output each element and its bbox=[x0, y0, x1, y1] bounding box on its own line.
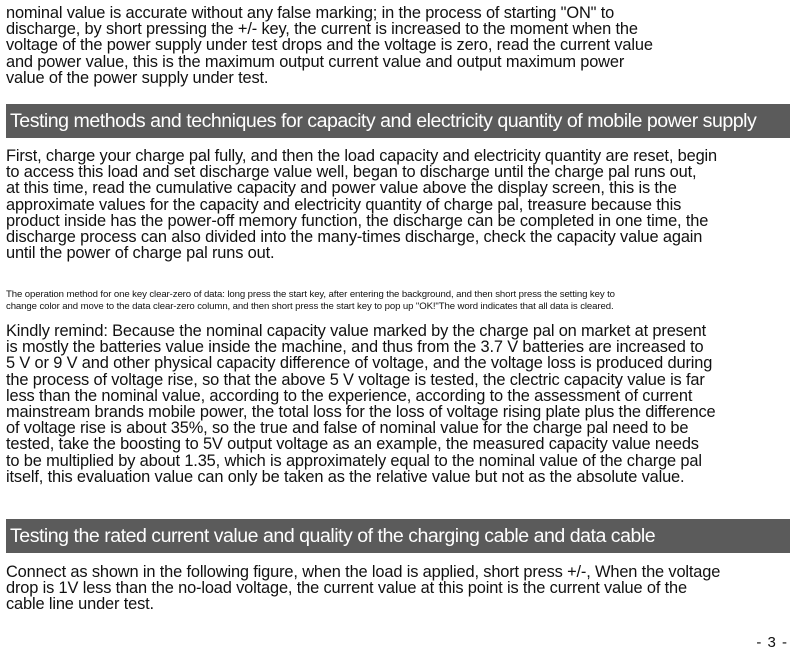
clear-zero-note: The operation method for one key clear-zero of data: long press the start key, after entering the background, and then short press the setting key to change color and move to the data clear-zero column, and then short press the start key to pop up "OK!"The word indicates that all data is cleared. bbox=[6, 289, 615, 312]
kindly-remind-paragraph: Kindly remind: Because the nominal capacity value marked by the charge pal on market at present is mostly the batteries value inside the machine, and thus from the 3.7 V batteries are increased to 5 V or 9 V and other physical capacity difference of voltage, and the voltage loss is produced during the process of voltage rise, so that the above 5 V voltage is tested, the clectric capacity value is far less than the nominal value, according to the experience, according to the assessment of current mainstream brands mobile power, the total loss for the loss of voltage rising plate plus the difference of voltage rise is about 35%, so the true and false of nominal value for the charge pal need to be tested, take the boosting to 5V output voltage as an example, the measured capacity value needs to be multiplied by about 1.35, which is approximately equal to the nominal value of the charge pal itself, this evaluation value can only be taken as the relative value but not as the absolute value. bbox=[6, 322, 716, 486]
capacity-testing-paragraph: First, charge your charge pal fully, and then the load capacity and electricity quantity are reset, begin to access this load and set discharge value well, began to discharge until the charge pal runs out, at this time, read the cumulative capacity and power value above the display screen, this is the approximate values for the capacity and electricity quantity of charge pal, treasure because this product inside has the power-off memory function, the discharge can be completed in one time, the discharge process can also divided into the many-times discharge, check the capacity value again until the power of charge pal runs out. bbox=[6, 147, 718, 263]
intro-paragraph: nominal value is accurate without any false marking; in the process of starting "ON" to discharge, by short pressing the +/- key, the current is increased to the moment when the voltage of the power supply under test drops and the voltage is zero, read the current value and power value, this is the maximum output current value and output maximum power value of the power supply under test. bbox=[6, 4, 653, 87]
page-number: - 3 - bbox=[756, 634, 788, 651]
section-heading-capacity-testing: Testing methods and techniques for capacity and electricity quantity of mobile power supply bbox=[6, 104, 790, 138]
section-heading-cable-testing: Testing the rated current value and quality of the charging cable and data cable bbox=[6, 519, 790, 553]
cable-testing-paragraph: Connect as shown in the following figure, when the load is applied, short press +/-, When the voltage drop is 1V less than the no-load voltage, the current value at this point is the current value of the cable line under test. bbox=[6, 563, 721, 614]
